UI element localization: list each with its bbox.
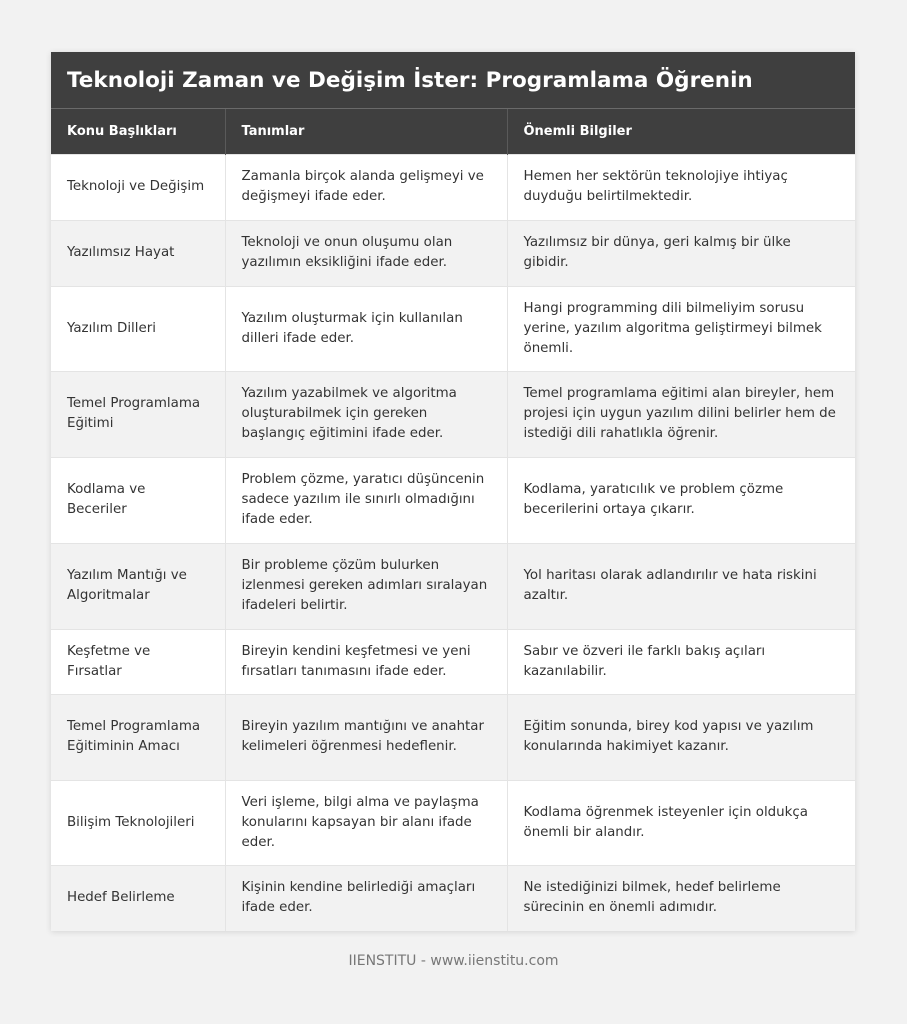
cell-topic: Temel Programlama Eğitiminin Amacı <box>51 694 225 780</box>
cell-definition: Kişinin kendine belirlediği amaçları ifade eder. <box>225 865 507 931</box>
cell-definition: Bireyin yazılım mantığını ve anahtar kelimeleri öğrenmesi hedeflenir. <box>225 694 507 780</box>
cell-definition: Bireyin kendini keşfetmesi ve yeni fırsatları tanımasını ifade eder. <box>225 629 507 694</box>
cell-info: Sabır ve özveri ile farklı bakış açıları kazanılabilir. <box>507 629 855 694</box>
table-row <box>51 780 855 865</box>
cell-definition: Veri işleme, bilgi alma ve paylaşma konularını kapsayan bir alanı ifade eder. <box>225 780 507 865</box>
cell-topic: Temel Programlama Eğitimi <box>51 371 225 457</box>
cell-topic: Bilişim Teknolojileri <box>51 780 225 865</box>
cell-info: Ne istediğinizi bilmek, hedef belirleme sürecinin en önemli adımıdır. <box>507 865 855 931</box>
cell-topic: Teknoloji ve Değişim <box>51 154 225 220</box>
cell-info: Yazılımsız bir dünya, geri kalmış bir ülke gibidir. <box>507 220 855 286</box>
cell-definition: Problem çözme, yaratıcı düşüncenin sadece yazılım ile sınırlı olmadığını ifade eder. <box>225 457 507 543</box>
cell-definition: Zamanla birçok alanda gelişmeyi ve değişmeyi ifade eder. <box>225 154 507 220</box>
header-onemli-bilgiler: Önemli Bilgiler <box>507 109 855 154</box>
info-table <box>51 109 855 931</box>
cell-topic: Kodlama ve Beceriler <box>51 457 225 543</box>
cell-definition: Yazılım oluşturmak için kullanılan dilleri ifade eder. <box>225 286 507 371</box>
cell-info: Yol haritası olarak adlandırılır ve hata riskini azaltır. <box>507 543 855 629</box>
cell-definition: Bir probleme çözüm bulurken izlenmesi gereken adımları sıralayan ifadeleri belirtir. <box>225 543 507 629</box>
table-row <box>51 865 855 931</box>
cell-info: Eğitim sonunda, birey kod yapısı ve yazılım konularında hakimiyet kazanır. <box>507 694 855 780</box>
info-table-card <box>51 52 855 931</box>
table-row <box>51 629 855 694</box>
cell-info: Hangi programming dili bilmeliyim sorusu yerine, yazılım algoritma geliştirmeyi bilmek önemli. <box>507 286 855 371</box>
cell-topic: Yazılım Mantığı ve Algoritmalar <box>51 543 225 629</box>
table-row <box>51 220 855 286</box>
header-tanimlar: Tanımlar <box>225 109 507 154</box>
table-row <box>51 694 855 780</box>
cell-info: Temel programlama eğitimi alan bireyler, hem projesi için uygun yazılım dilini belirler hem de istediği dili rahatlıkla öğrenir. <box>507 371 855 457</box>
cell-info: Kodlama öğrenmek isteyenler için oldukça önemli bir alandır. <box>507 780 855 865</box>
table-row <box>51 371 855 457</box>
cell-info: Hemen her sektörün teknolojiye ihtiyaç duyduğu belirtilmektedir. <box>507 154 855 220</box>
table-title: Teknoloji Zaman ve Değişim İster: Programlama Öğrenin <box>51 52 855 109</box>
table-row <box>51 154 855 220</box>
cell-topic: Keşfetme ve Fırsatlar <box>51 629 225 694</box>
footer-credit: IIENSTITU - www.iienstitu.com <box>348 953 559 969</box>
cell-info: Kodlama, yaratıcılık ve problem çözme becerilerini ortaya çıkarır. <box>507 457 855 543</box>
cell-topic: Hedef Belirleme <box>51 865 225 931</box>
cell-topic: Yazılım Dilleri <box>51 286 225 371</box>
cell-definition: Teknoloji ve onun oluşumu olan yazılımın eksikliğini ifade eder. <box>225 220 507 286</box>
header-konu-basliklari: Konu Başlıkları <box>51 109 225 154</box>
header-row <box>51 109 855 154</box>
table-row <box>51 457 855 543</box>
cell-topic: Yazılımsız Hayat <box>51 220 225 286</box>
table-row <box>51 543 855 629</box>
table-row <box>51 286 855 371</box>
cell-definition: Yazılım yazabilmek ve algoritma oluşturabilmek için gereken başlangıç eğitimini ifade eder. <box>225 371 507 457</box>
